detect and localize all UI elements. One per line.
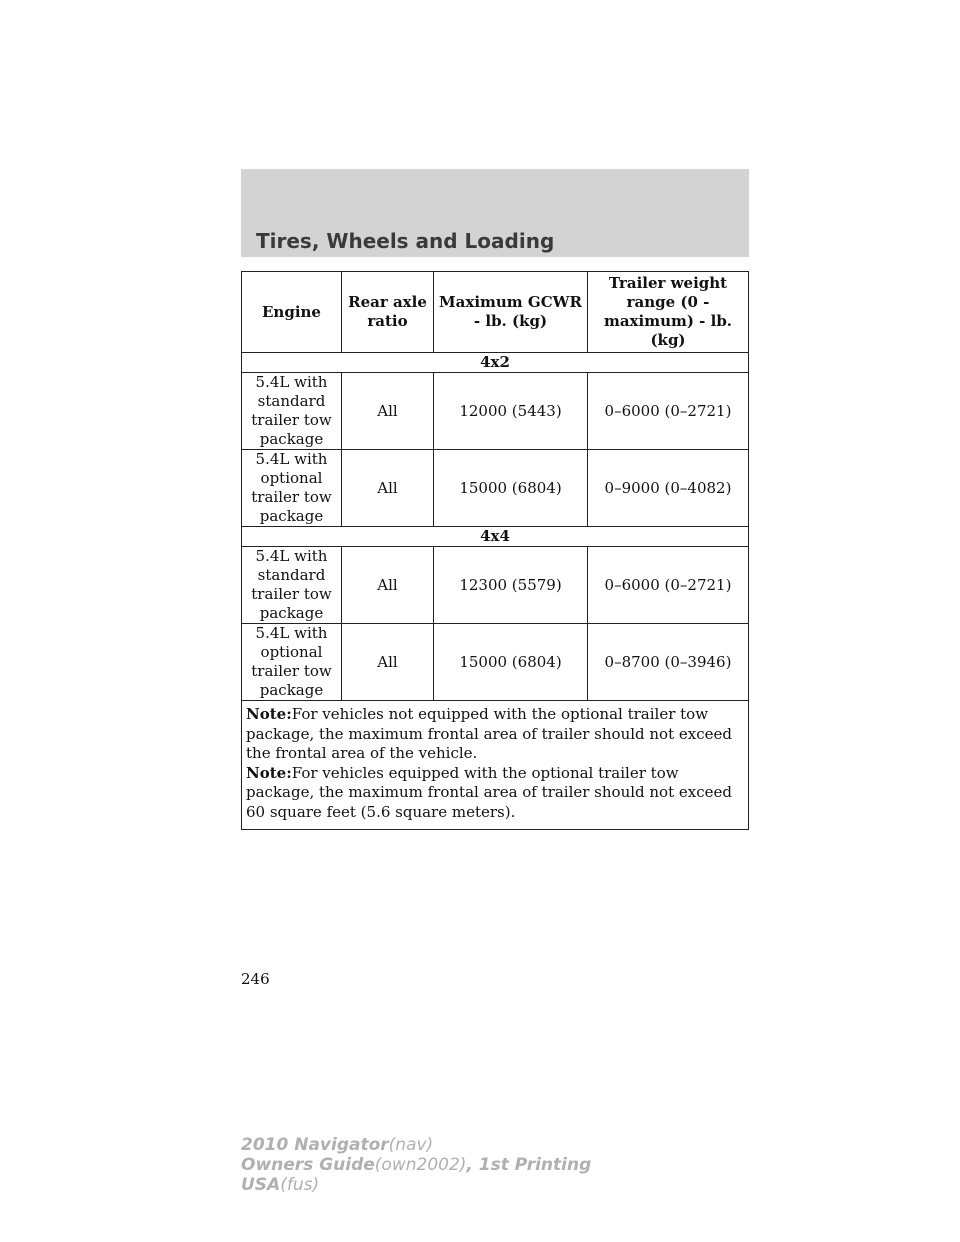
cell-gcwr: 15000 (6804) — [434, 624, 588, 701]
cell-trailer: 0–6000 (0–2721) — [588, 547, 749, 624]
cell-engine: 5.4L with optional trailer tow package — [242, 624, 342, 701]
header-engine: Engine — [242, 272, 342, 353]
notes-cell — [242, 701, 749, 830]
cell-axle: All — [342, 624, 434, 701]
cell-gcwr: 15000 (6804) — [434, 450, 588, 527]
section-row — [242, 527, 749, 547]
cell-trailer: 0–8700 (0–3946) — [588, 624, 749, 701]
cell-engine: 5.4L with standard trailer tow package — [242, 373, 342, 450]
section-label-4x4: 4x4 — [242, 527, 749, 547]
note-paragraph — [246, 705, 744, 764]
towing-table — [241, 271, 749, 830]
section-label-4x2: 4x2 — [242, 353, 749, 373]
cell-gcwr: 12300 (5579) — [434, 547, 588, 624]
note-text: For vehicles equipped with the optional trailer tow package, the maximum frontal area of trailer should not exceed 60 square feet (5.6 square meters). — [246, 763, 732, 821]
page-number: 246 — [241, 970, 270, 988]
cell-engine: 5.4L with standard trailer tow package — [242, 547, 342, 624]
footer-market-code: (fus) — [280, 1175, 320, 1195]
footer-market: USA — [241, 1175, 281, 1195]
footer-printing: , 1st Printing — [466, 1155, 592, 1175]
cell-engine: 5.4L with optional trailer tow package — [242, 450, 342, 527]
header-trailer: Trailer weight range (0 - maximum) - lb. (kg) — [588, 272, 749, 353]
section-title: Tires, Wheels and Loading — [256, 229, 555, 253]
note-label: Note: — [246, 705, 292, 723]
footer-line — [241, 1155, 591, 1175]
cell-axle: All — [342, 373, 434, 450]
table-row — [242, 450, 749, 527]
cell-trailer: 0–9000 (0–4082) — [588, 450, 749, 527]
table-row — [242, 373, 749, 450]
footer-guide-code: (own2002) — [374, 1155, 467, 1175]
footer-line — [241, 1135, 591, 1155]
footer-line — [241, 1175, 591, 1195]
footer-model: 2010 Navigator — [241, 1135, 389, 1155]
table-header-row — [242, 272, 749, 353]
note-label: Note: — [246, 763, 292, 782]
header-gcwr: Maximum GCWR - lb. (kg) — [434, 272, 588, 353]
footer-imprint — [241, 1135, 591, 1195]
footer-guide: Owners Guide — [241, 1155, 375, 1175]
cell-axle: All — [342, 547, 434, 624]
section-header-band — [241, 169, 749, 257]
table-row — [242, 624, 749, 701]
cell-axle: All — [342, 450, 434, 527]
notes-row — [242, 701, 749, 830]
header-axle: Rear axle ratio — [342, 272, 434, 353]
cell-trailer: 0–6000 (0–2721) — [588, 373, 749, 450]
table-row — [242, 547, 749, 624]
section-row — [242, 353, 749, 373]
note-paragraph — [246, 764, 744, 823]
cell-gcwr: 12000 (5443) — [434, 373, 588, 450]
footer-model-code: (nav) — [388, 1135, 434, 1155]
note-text: For vehicles not equipped with the optional trailer tow package, the maximum frontal area of trailer should not exceed the frontal area of the vehicle. — [246, 705, 732, 762]
